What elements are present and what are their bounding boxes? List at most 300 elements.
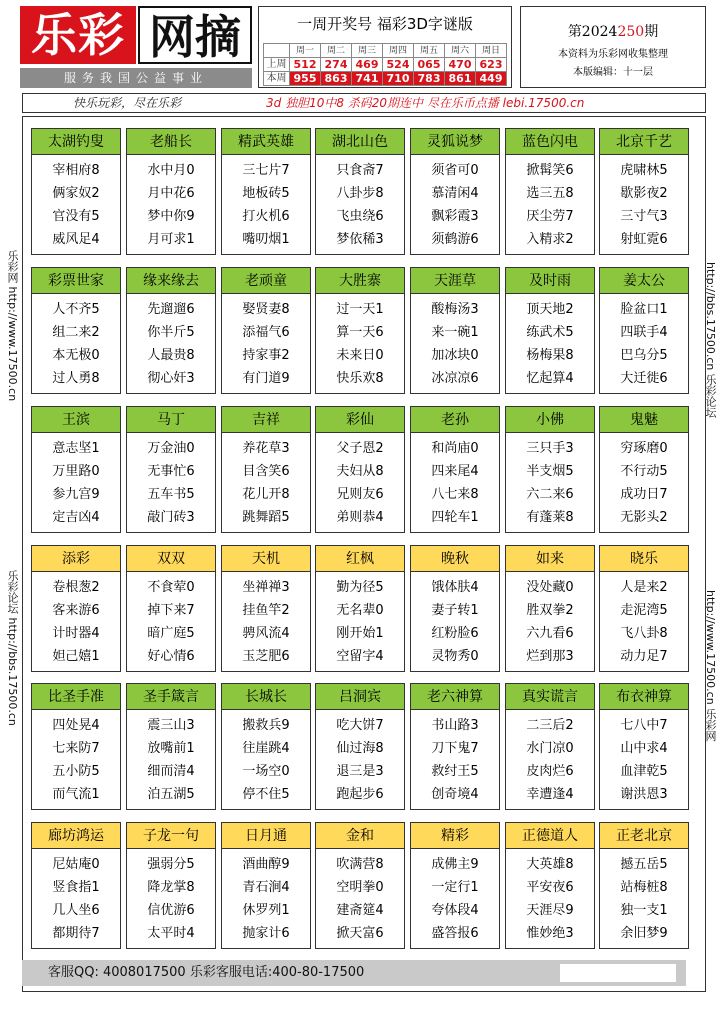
riddle-line: 大英雄8 <box>526 857 574 872</box>
riddle-line: 三寸气3 <box>620 209 668 224</box>
riddle-line: 月中花6 <box>147 186 195 201</box>
riddle-line: 烂到那3 <box>526 649 574 664</box>
riddle-card-title: 湖北山色 <box>316 129 404 155</box>
riddle-line: 玉芝肥6 <box>242 649 290 664</box>
riddle-line: 加冰块0 <box>431 348 479 363</box>
riddle-line: 七八中7 <box>620 718 668 733</box>
riddle-card-lines <box>411 576 499 668</box>
riddle-line: 客来游6 <box>52 603 100 618</box>
riddle-card-lines <box>127 298 215 390</box>
side-text-right-bottom: http://www.17500.cn 乐彩网 <box>704 590 717 742</box>
weekly-draw-title: 一周开奖号 福彩3D字谜版 <box>297 15 473 33</box>
riddle-line: 三七片7 <box>242 163 290 178</box>
riddle-line: 有蓬莱8 <box>526 510 574 525</box>
riddle-card-lines <box>127 853 215 945</box>
riddle-line: 杨梅果8 <box>526 348 574 363</box>
draw-number: 524 <box>383 58 414 72</box>
riddle-line: 水门凉0 <box>526 741 574 756</box>
riddle-card-title: 天机 <box>222 546 310 572</box>
riddle-card <box>126 267 216 394</box>
draw-number: 861 <box>445 72 476 86</box>
riddle-line: 娶贤妻8 <box>242 302 290 317</box>
riddle-card-title: 金和 <box>316 823 404 849</box>
riddle-line: 定吉凶4 <box>52 510 100 525</box>
logo-black-part: 网摘 <box>138 6 252 64</box>
riddle-line: 来一碗1 <box>431 325 479 340</box>
riddle-grid <box>22 116 706 992</box>
riddle-line: 骋风流4 <box>242 626 290 641</box>
riddle-card-title: 太湖钓叟 <box>32 129 120 155</box>
riddle-line: 走泥湾5 <box>620 603 668 618</box>
riddle-card-title: 鬼魅 <box>600 407 688 433</box>
riddle-line: 无影头2 <box>620 510 668 525</box>
riddle-line: 三只手3 <box>526 441 574 456</box>
riddle-card <box>505 406 595 533</box>
day-label: 周二 <box>321 44 352 58</box>
riddle-line: 梦中你9 <box>147 209 195 224</box>
last-week-row <box>264 58 507 72</box>
weekly-draw-panel <box>258 6 512 88</box>
issue-suffix: 期 <box>644 24 659 40</box>
riddle-card-lines <box>506 853 594 945</box>
riddle-card-lines <box>316 298 404 390</box>
riddle-line: 跳舞蹈5 <box>242 510 290 525</box>
riddle-card-lines <box>222 437 310 529</box>
riddle-line: 酸梅汤3 <box>431 302 479 317</box>
riddle-line: 打火机6 <box>242 209 290 224</box>
riddle-line: 四来尾4 <box>431 464 479 479</box>
riddle-card <box>505 128 595 255</box>
riddle-card <box>599 128 689 255</box>
riddle-line: 厌尘劳7 <box>526 209 574 224</box>
riddle-line: 过人勇8 <box>52 371 100 386</box>
issue-number <box>521 21 705 41</box>
riddle-card <box>410 683 500 810</box>
riddle-card-lines <box>127 159 215 251</box>
riddle-line: 动力足7 <box>620 649 668 664</box>
riddle-card-title: 蓝色闪电 <box>506 129 594 155</box>
riddle-line: 冰凉凉6 <box>431 371 479 386</box>
riddle-card <box>126 683 216 810</box>
riddle-line: 抛家计6 <box>242 926 290 941</box>
riddle-line: 俩家奴2 <box>52 186 100 201</box>
riddle-line: 嘴叨烟1 <box>242 232 290 247</box>
riddle-line: 都期待7 <box>52 926 100 941</box>
side-text-left-bottom: 乐彩论坛 http://bbs.17500.cn <box>6 570 19 726</box>
riddle-card-lines <box>32 298 120 390</box>
riddle-line: 飞八卦8 <box>620 626 668 641</box>
this-week-row <box>264 72 507 86</box>
riddle-line: 放嘴前1 <box>147 741 195 756</box>
riddle-line: 飘彩霞3 <box>431 209 479 224</box>
riddle-line: 花儿开8 <box>242 487 290 502</box>
riddle-line: 休罗列1 <box>242 903 290 918</box>
riddle-line: 不行动5 <box>620 464 668 479</box>
riddle-line: 穷琢磨0 <box>620 441 668 456</box>
riddle-card-lines <box>127 714 215 806</box>
riddle-card-lines <box>222 853 310 945</box>
riddle-card-title: 双双 <box>127 546 215 572</box>
riddle-card-lines <box>506 298 594 390</box>
riddle-card <box>126 406 216 533</box>
riddle-card <box>505 267 595 394</box>
riddle-line: 顶天地2 <box>526 302 574 317</box>
riddle-card <box>505 822 595 949</box>
riddle-card <box>126 822 216 949</box>
riddle-line: 几人坐6 <box>52 903 100 918</box>
riddle-card-title: 子龙一句 <box>127 823 215 849</box>
riddle-line: 强弱分5 <box>147 857 195 872</box>
riddle-line: 七来防7 <box>52 741 100 756</box>
riddle-line: 飞虫绕6 <box>336 209 384 224</box>
riddle-line: 站梅桩8 <box>620 880 668 895</box>
riddle-line: 掀髯笑6 <box>526 163 574 178</box>
riddle-card-lines <box>222 576 310 668</box>
riddle-line: 弟则恭4 <box>336 510 384 525</box>
riddle-card-title: 小佛 <box>506 407 594 433</box>
riddle-line: 万金油0 <box>147 441 195 456</box>
riddle-card <box>126 545 216 672</box>
riddle-card <box>410 267 500 394</box>
riddle-card <box>505 683 595 810</box>
riddle-card-title: 老孙 <box>411 407 499 433</box>
riddle-card-lines <box>600 853 688 945</box>
day-label: 周四 <box>383 44 414 58</box>
riddle-line: 平安夜6 <box>526 880 574 895</box>
riddle-line: 二三后2 <box>526 718 574 733</box>
footer-bar <box>22 960 686 986</box>
riddle-line: 停不住5 <box>242 787 290 802</box>
riddle-line: 成功日7 <box>620 487 668 502</box>
day-label: 周五 <box>414 44 445 58</box>
riddle-line: 八七来8 <box>431 487 479 502</box>
riddle-line: 万里路0 <box>52 464 100 479</box>
row-label: 本周 <box>264 72 290 86</box>
draw-number: 274 <box>321 58 352 72</box>
riddle-line: 五车书5 <box>147 487 195 502</box>
riddle-line: 胜双拳2 <box>526 603 574 618</box>
riddle-card <box>599 545 689 672</box>
riddle-card-title: 正老北京 <box>600 823 688 849</box>
riddle-line: 只食斋7 <box>336 163 384 178</box>
issue-number-value: 250 <box>617 24 645 40</box>
riddle-line: 创奇境4 <box>431 787 479 802</box>
riddle-line: 血津乾5 <box>620 764 668 779</box>
riddle-line: 刚开始1 <box>336 626 384 641</box>
draw-number: 449 <box>476 72 507 86</box>
riddle-card <box>315 822 405 949</box>
riddle-line: 威风足4 <box>52 232 100 247</box>
side-text-right-top: http://bbs.17500.cn 乐彩论坛 <box>704 262 717 418</box>
riddle-line: 未来日0 <box>336 348 384 363</box>
riddle-line: 和尚庙0 <box>431 441 479 456</box>
riddle-line: 成佛主9 <box>431 857 479 872</box>
riddle-card-lines <box>316 576 404 668</box>
riddle-card <box>599 683 689 810</box>
slogan: 服务我国公益事业 <box>20 68 252 88</box>
riddle-card-title: 正德道人 <box>506 823 594 849</box>
riddle-card-title: 吕洞宾 <box>316 684 404 710</box>
riddle-line: 撼五岳5 <box>620 857 668 872</box>
riddle-card-lines <box>222 714 310 806</box>
riddle-card <box>410 406 500 533</box>
riddle-line: 六九看6 <box>526 626 574 641</box>
draw-number: 623 <box>476 58 507 72</box>
riddle-line: 你半斤5 <box>147 325 195 340</box>
riddle-line: 本无极0 <box>52 348 100 363</box>
riddle-card <box>315 267 405 394</box>
riddle-line: 独一支1 <box>620 903 668 918</box>
riddle-line: 先遛遛6 <box>147 302 195 317</box>
riddle-card-lines <box>316 714 404 806</box>
riddle-line: 酒曲醇9 <box>242 857 290 872</box>
riddle-line: 半支烟5 <box>526 464 574 479</box>
riddle-card <box>31 267 121 394</box>
riddle-line: 添福气6 <box>242 325 290 340</box>
riddle-line: 退三是3 <box>336 764 384 779</box>
logo <box>20 6 252 64</box>
riddle-line: 歇影夜2 <box>620 186 668 201</box>
riddle-card-lines <box>316 853 404 945</box>
riddle-card-lines <box>411 714 499 806</box>
day-label: 周一 <box>290 44 321 58</box>
riddle-line: 人最贵8 <box>147 348 195 363</box>
riddle-line: 幸遭逢4 <box>526 787 574 802</box>
riddle-line: 掉下来7 <box>147 603 195 618</box>
riddle-card-lines <box>32 437 120 529</box>
riddle-card <box>410 128 500 255</box>
riddle-line: 勤为径5 <box>336 580 384 595</box>
riddle-line: 组二来2 <box>52 325 100 340</box>
riddle-card-title: 长城长 <box>222 684 310 710</box>
riddle-card-lines <box>600 437 688 529</box>
riddle-line: 空留字4 <box>336 649 384 664</box>
riddle-card <box>31 406 121 533</box>
riddle-line: 而气流1 <box>52 787 100 802</box>
riddle-line: 救纣王5 <box>431 764 479 779</box>
riddle-line: 月可求1 <box>147 232 195 247</box>
riddle-card-lines <box>600 576 688 668</box>
riddle-line: 大迁徙6 <box>620 371 668 386</box>
riddle-card <box>221 128 311 255</box>
riddle-card-title: 红枫 <box>316 546 404 572</box>
riddle-line: 余旧梦9 <box>620 926 668 941</box>
riddle-line: 竖食指1 <box>52 880 100 895</box>
riddle-card-lines <box>316 159 404 251</box>
draw-number: 470 <box>445 58 476 72</box>
riddle-card <box>31 128 121 255</box>
riddle-card-title: 彩票世家 <box>32 268 120 294</box>
riddle-line: 有门道9 <box>242 371 290 386</box>
riddle-line: 须鹤游6 <box>431 232 479 247</box>
riddle-line: 过一天1 <box>336 302 384 317</box>
riddle-line: 卷根葱2 <box>52 580 100 595</box>
ticker-right[interactable]: 3d 独胆10中8 杀码20期连中 尽在乐币点播 lebi.17500.cn <box>266 96 585 110</box>
riddle-line: 不食荤0 <box>147 580 195 595</box>
riddle-card <box>221 545 311 672</box>
riddle-card-title: 及时雨 <box>506 268 594 294</box>
riddle-card <box>599 822 689 949</box>
riddle-card-title: 日月通 <box>222 823 310 849</box>
riddle-card-lines <box>127 437 215 529</box>
riddle-card-lines <box>32 714 120 806</box>
riddle-card <box>410 822 500 949</box>
riddle-line: 人不齐5 <box>52 302 100 317</box>
riddle-line: 水中月0 <box>147 163 195 178</box>
riddle-line: 泊五湖5 <box>147 787 195 802</box>
riddle-card-title: 王滨 <box>32 407 120 433</box>
riddle-card-title: 马丁 <box>127 407 215 433</box>
riddle-line: 太平时4 <box>147 926 195 941</box>
riddle-line: 往崖跳4 <box>242 741 290 756</box>
riddle-line: 好心情6 <box>147 649 195 664</box>
riddle-line: 妻子转1 <box>431 603 479 618</box>
riddle-line: 建斋筵4 <box>336 903 384 918</box>
riddle-line: 四处晃4 <box>52 718 100 733</box>
riddle-line: 彻心奸3 <box>147 371 195 386</box>
riddle-card-title: 天涯草 <box>411 268 499 294</box>
draw-table <box>263 43 507 86</box>
riddle-card <box>221 822 311 949</box>
riddle-line: 吃大饼7 <box>336 718 384 733</box>
riddle-line: 四联手4 <box>620 325 668 340</box>
riddle-line: 降龙掌8 <box>147 880 195 895</box>
riddle-card-lines <box>222 298 310 390</box>
riddle-card <box>315 545 405 672</box>
riddle-card-lines <box>411 437 499 529</box>
riddle-card <box>31 683 121 810</box>
riddle-line: 吹满营8 <box>336 857 384 872</box>
draw-corner <box>264 44 290 58</box>
riddle-card-title: 精彩 <box>411 823 499 849</box>
issue-box <box>520 6 706 88</box>
riddle-line: 青石涧4 <box>242 880 290 895</box>
riddle-line: 尼姑庵0 <box>52 857 100 872</box>
row-label: 上周 <box>264 58 290 72</box>
draw-number: 783 <box>414 72 445 86</box>
riddle-line: 忆起算4 <box>526 371 574 386</box>
riddle-line: 宰相府8 <box>52 163 100 178</box>
riddle-line: 搬救兵9 <box>242 718 290 733</box>
day-label: 周日 <box>476 44 507 58</box>
riddle-line: 皮肉烂6 <box>526 764 574 779</box>
riddle-card-title: 老船长 <box>127 129 215 155</box>
riddle-line: 选三五8 <box>526 186 574 201</box>
riddle-card <box>31 822 121 949</box>
riddle-line: 六二来6 <box>526 487 574 502</box>
riddle-line: 八卦步8 <box>336 186 384 201</box>
riddle-card-lines <box>411 298 499 390</box>
draw-number: 065 <box>414 58 445 72</box>
riddle-line: 夸体段4 <box>431 903 479 918</box>
riddle-card-lines <box>506 437 594 529</box>
riddle-line: 山中求4 <box>620 741 668 756</box>
riddle-card <box>126 128 216 255</box>
riddle-line: 书山路3 <box>431 718 479 733</box>
riddle-card-title: 如来 <box>506 546 594 572</box>
riddle-card <box>315 406 405 533</box>
riddle-card-lines <box>600 714 688 806</box>
riddle-line: 仙过海8 <box>336 741 384 756</box>
riddle-line: 挂鱼竿2 <box>242 603 290 618</box>
riddle-card-title: 布衣神算 <box>600 684 688 710</box>
riddle-card <box>410 545 500 672</box>
riddle-card-title: 添彩 <box>32 546 120 572</box>
riddle-card-title: 圣手箴言 <box>127 684 215 710</box>
riddle-line: 跑起步6 <box>336 787 384 802</box>
riddle-card-lines <box>506 159 594 251</box>
riddle-card-title: 彩仙 <box>316 407 404 433</box>
riddle-card-lines <box>600 159 688 251</box>
ticker-left: 快乐玩彩，尽在乐彩 <box>73 96 182 110</box>
riddle-card <box>315 128 405 255</box>
riddle-line: 一场空0 <box>242 764 290 779</box>
riddle-card-title: 比圣手准 <box>32 684 120 710</box>
issue-prefix: 第2024 <box>567 24 618 40</box>
riddle-line: 参九宫9 <box>52 487 100 502</box>
riddle-card <box>221 683 311 810</box>
riddle-line: 人是来2 <box>620 580 668 595</box>
riddle-card-lines <box>600 298 688 390</box>
riddle-line: 慕清闲4 <box>431 186 479 201</box>
riddle-card-lines <box>506 576 594 668</box>
riddle-line: 无名辈0 <box>336 603 384 618</box>
riddle-line: 没处藏0 <box>526 580 574 595</box>
riddle-line: 饿体肤4 <box>431 580 479 595</box>
riddle-line: 脸盆口1 <box>620 302 668 317</box>
riddle-line: 算一天6 <box>336 325 384 340</box>
day-label: 周三 <box>352 44 383 58</box>
riddle-line: 意志坚1 <box>52 441 100 456</box>
riddle-card-title: 缘来缘去 <box>127 268 215 294</box>
draw-number: 469 <box>352 58 383 72</box>
riddle-line: 惟妙绝3 <box>526 926 574 941</box>
riddle-line: 信优游6 <box>147 903 195 918</box>
riddle-card-lines <box>32 159 120 251</box>
draw-number: 741 <box>352 72 383 86</box>
riddle-line: 灵物秀0 <box>431 649 479 664</box>
riddle-line: 四轮车1 <box>431 510 479 525</box>
customer-service-text: 客服QQ: 4008017500 乐彩客服电话:400-80-17500 <box>48 965 365 980</box>
riddle-line: 刀下鬼7 <box>431 741 479 756</box>
riddle-card-lines <box>411 159 499 251</box>
riddle-line: 妲己嬉1 <box>52 649 100 664</box>
riddle-card <box>505 545 595 672</box>
riddle-line: 无事忙6 <box>147 464 195 479</box>
riddle-line: 敲门砖3 <box>147 510 195 525</box>
riddle-card <box>599 406 689 533</box>
riddle-card-title: 灵狐说梦 <box>411 129 499 155</box>
riddle-card-title: 北京千艺 <box>600 129 688 155</box>
riddle-line: 目含笑6 <box>242 464 290 479</box>
logo-red-part: 乐彩 <box>20 6 136 64</box>
riddle-line: 持家事2 <box>242 348 290 363</box>
riddle-card-lines <box>411 853 499 945</box>
riddle-card-lines <box>506 714 594 806</box>
riddle-line: 地板砖5 <box>242 186 290 201</box>
riddle-card-title: 精武英雄 <box>222 129 310 155</box>
riddle-line: 空明拳0 <box>336 880 384 895</box>
riddle-card-title: 姜太公 <box>600 268 688 294</box>
riddle-card-title: 大胜寨 <box>316 268 404 294</box>
riddle-line: 父子恩2 <box>336 441 384 456</box>
riddle-card <box>315 683 405 810</box>
draw-days-row <box>264 44 507 58</box>
issue-editor: 本版编辑：十一层 <box>573 67 653 78</box>
draw-number: 512 <box>290 58 321 72</box>
riddle-card-lines <box>222 159 310 251</box>
riddle-line: 兄则友6 <box>336 487 384 502</box>
